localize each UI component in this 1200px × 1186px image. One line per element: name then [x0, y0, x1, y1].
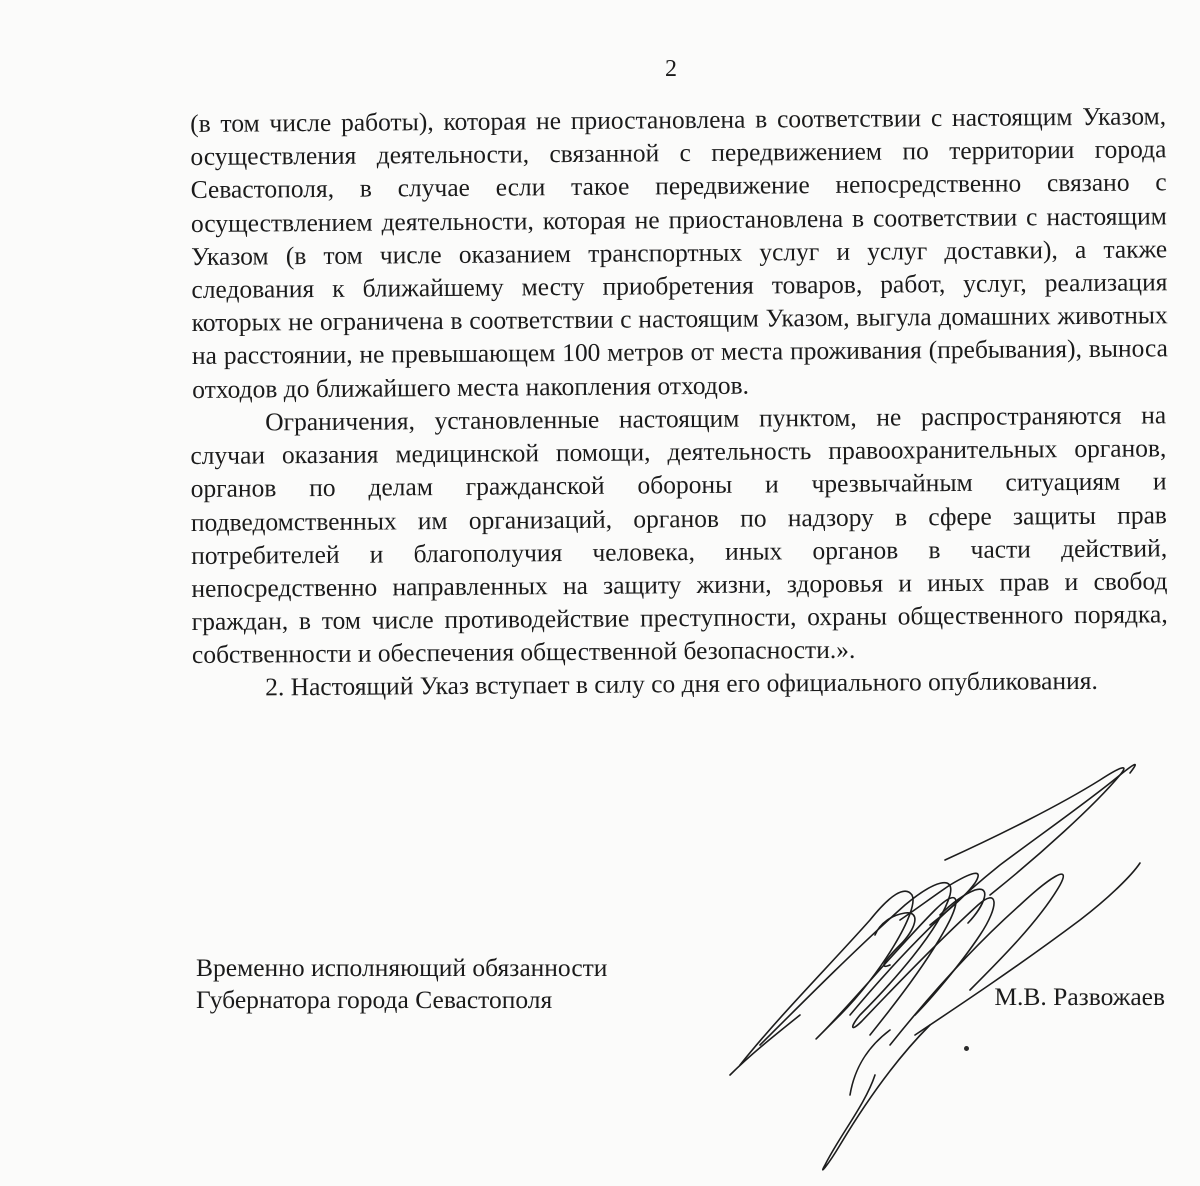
ink-speck: [964, 1046, 969, 1051]
paragraph-restrictions-exceptions: Ограничения, установленные настоящим пунктом, не распространяются на случаи оказания медицинской помощи, деятельность правоохранительных органов, органов по делам гражданской обороны и чрезвычайным ситуациям и подведомственных им организаций, органов по надзору в сфере защиты прав потребителей и благополучия человека, иных органов в части действий, непосредственно направленных на защиту жизни, здоровья и иных прав и свобод граждан, в том числе противодействие преступности, охраны общественного порядка, собственности и обеспечения общественной безопасности.».: [190, 400, 1168, 670]
page-number: 2: [665, 56, 677, 82]
paragraph-continuation: (в том числе работы), которая не приостановлена в соответствии с настоящим Указом, осуществления деятельности, связанной с передвижением по территории города Севастополя, в случае если такое передвижение непосредственно связано с осуществлением деятельности, которая не приостановлена в соответствии с настоящим Указом (в том числе оказанием транспортных услуг и услуг доставки), а также следования к ближайшему месту приобретения товаров, работ, услуг, реализация которых не ограничена в соответствии с настоящим Указом, выгула домашних животных на расстоянии, не превышающем 100 метров от места проживания (пребывания), выноса отходов до ближайшего места накопления отходов.: [190, 101, 1169, 404]
signer-name: М.В. Развожаев: [994, 982, 1165, 1011]
document-body: [190, 101, 1169, 705]
signatory-position-line-2: Губернатора города Севастополя: [196, 985, 553, 1014]
paragraph-entry-into-force: 2. Настоящий Указ вступает в силу со дня его официального опубликования.: [265, 666, 1098, 702]
handwritten-signature-icon: [700, 745, 1160, 1175]
signatory-position-line-1: Временно исполняющий обязанности: [196, 953, 608, 982]
signatory-position: [196, 952, 607, 1016]
